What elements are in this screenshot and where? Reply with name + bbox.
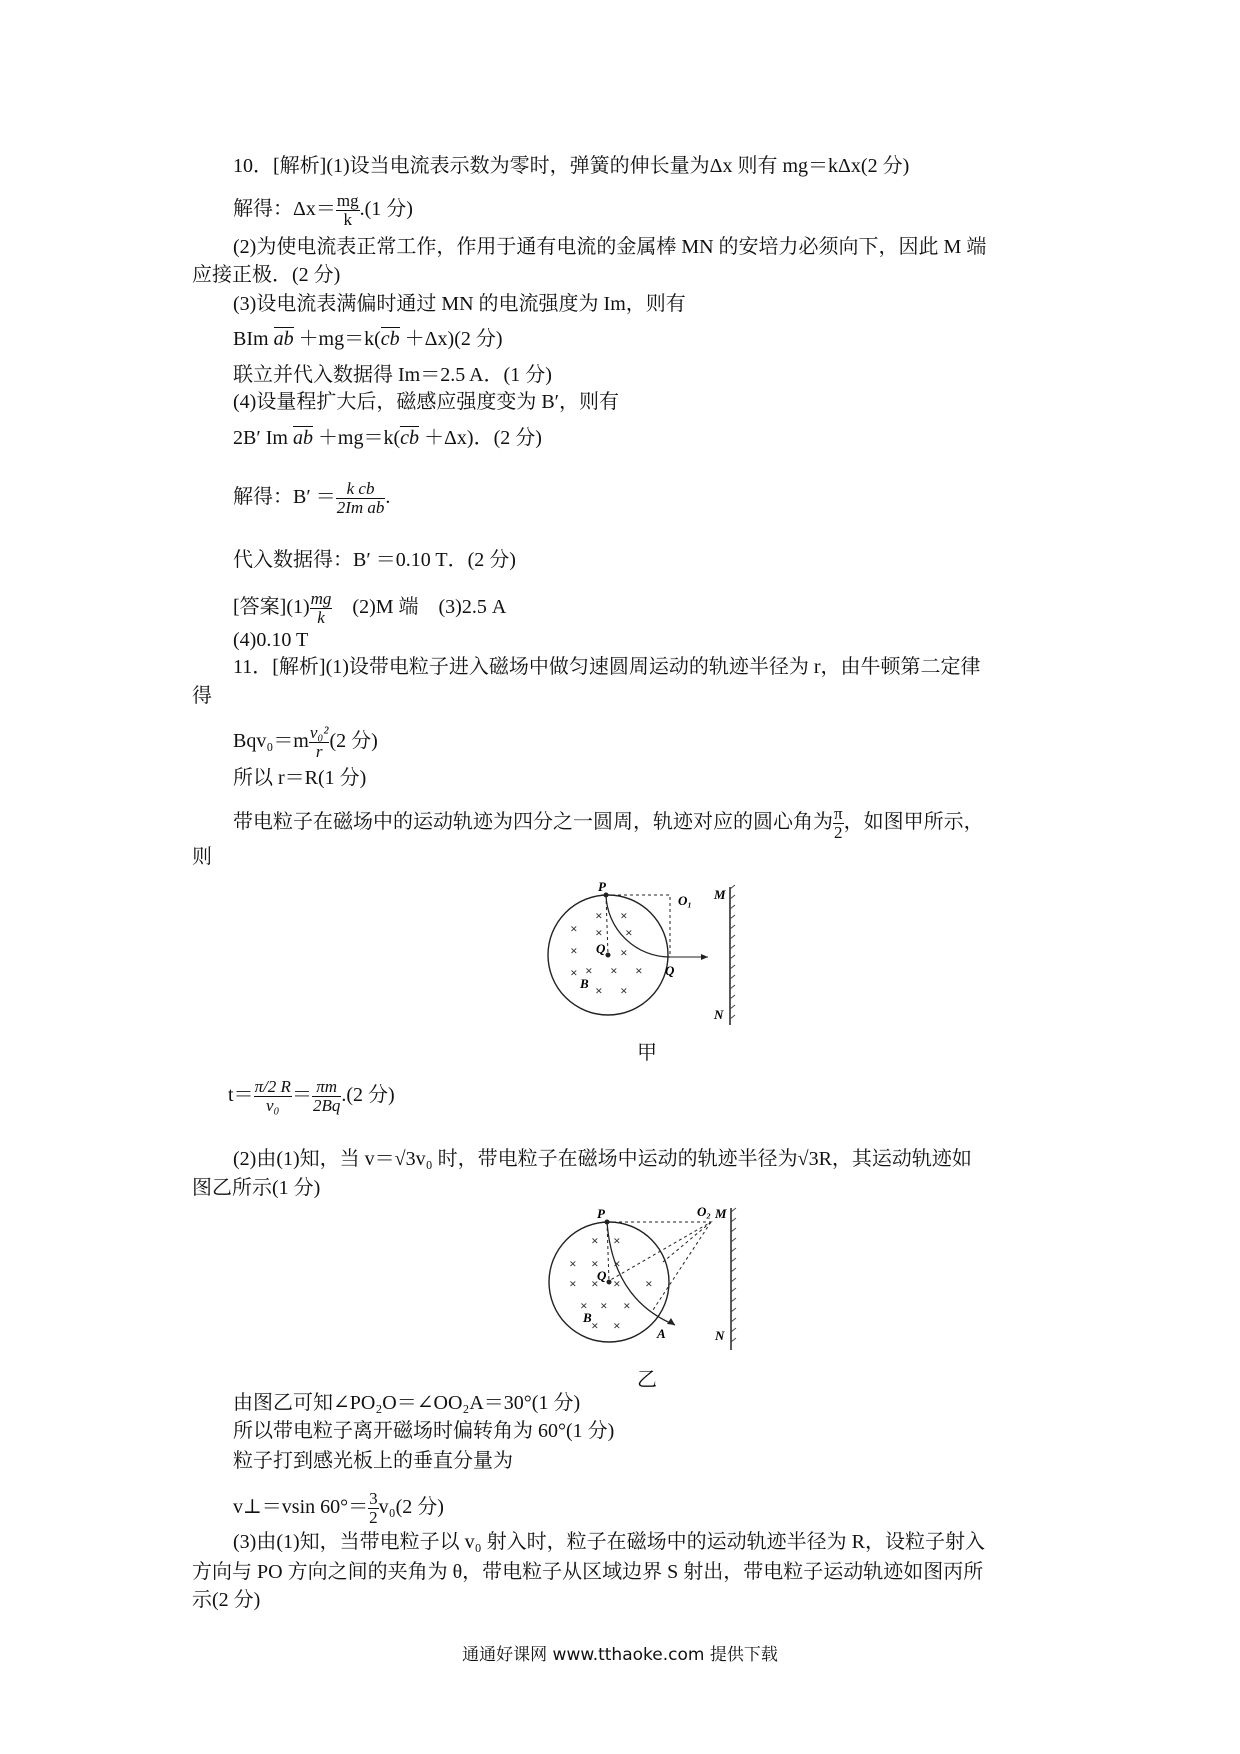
q11-equation: [233, 1490, 444, 1527]
q11-equation: [228, 1078, 395, 1115]
q11-line: 所以 r＝R(1 分): [233, 767, 367, 789]
svg-text:×: ×: [635, 963, 643, 978]
overline-cb: cb: [380, 328, 400, 350]
svg-text:×: ×: [569, 1276, 577, 1291]
text: Bqv₀＝m: [233, 730, 309, 753]
q10-line: 应接正极．(2 分): [192, 264, 341, 286]
denominator: 2: [369, 1508, 378, 1527]
svg-text:×: ×: [570, 965, 578, 980]
text: ＋Δx)．(2 分): [419, 427, 542, 449]
fraction: [254, 1078, 292, 1115]
svg-text:×: ×: [570, 921, 578, 936]
q11-line: 得: [192, 685, 212, 707]
svg-text:×: ×: [623, 1298, 631, 1313]
q11-line: 则: [192, 846, 212, 868]
fraction: [309, 724, 330, 761]
numerator: k cb: [336, 480, 386, 499]
label-M: M: [715, 1206, 727, 1221]
denominator: 2: [834, 823, 843, 842]
numerator: v₀²: [309, 723, 329, 742]
figure-caption: 甲: [637, 1042, 657, 1064]
text: .(2 分): [341, 1084, 395, 1107]
q10-line: (4)0.10 T: [233, 629, 309, 651]
denominator: r: [315, 742, 323, 761]
numerator: π/2 R: [254, 1077, 291, 1096]
q11-line: 示(2 分): [192, 1589, 261, 1611]
label-O2: O₂: [697, 1204, 711, 1219]
q10-line: (4)设量程扩大后，磁感应强度变为 B′，则有: [233, 391, 620, 413]
fraction: [312, 1078, 341, 1115]
overline-ab: ab: [273, 328, 294, 350]
text: ＋mg＝k(: [312, 427, 401, 449]
svg-text:×: ×: [595, 925, 603, 940]
text: ＝: [291, 1084, 312, 1107]
svg-text:×: ×: [591, 1276, 599, 1291]
text: [答案](1): [233, 596, 310, 619]
svg-text:×: ×: [620, 983, 628, 998]
fraction: [336, 480, 386, 517]
svg-text:×: ×: [591, 1318, 599, 1333]
text: 解得：Δx＝: [233, 198, 336, 221]
svg-text:×: ×: [585, 963, 593, 978]
svg-text:×: ×: [595, 908, 603, 923]
q10-line: [233, 192, 413, 229]
svg-text:×: ×: [613, 1318, 621, 1333]
label-B: B: [580, 976, 589, 991]
text: t＝: [228, 1084, 254, 1107]
label-N: N: [714, 1007, 724, 1022]
label-A: A: [657, 1326, 666, 1341]
text: ，如图甲所示，: [843, 811, 984, 834]
q10-line: (2)为使电流表正常工作，作用于通有电流的金属棒 MN 的安培力必须向下，因此 M 端: [233, 236, 987, 258]
denominator: v₀: [266, 1096, 280, 1115]
q10-equation: [233, 426, 542, 450]
fraction: [833, 805, 844, 842]
label-B: B: [583, 1310, 592, 1325]
text: .: [385, 486, 391, 509]
label-O1: O₁: [678, 893, 692, 908]
svg-text:×: ×: [600, 1298, 608, 1313]
svg-text:×: ×: [625, 925, 633, 940]
label-M: M: [714, 887, 726, 902]
svg-text:×: ×: [591, 1233, 599, 1248]
text: 解得：B′ ＝: [233, 486, 336, 509]
text: .(1 分): [359, 198, 413, 221]
label-P: P: [597, 1206, 605, 1221]
denominator: 2Bq: [312, 1096, 341, 1115]
text: ＋mg＝k(: [293, 328, 381, 350]
q11-line: [233, 805, 984, 842]
label-Q-center: Q: [596, 941, 606, 956]
fraction: [310, 590, 333, 627]
text: ＋Δx)(2 分): [399, 328, 503, 350]
figure-jia: [530, 875, 770, 1035]
q11-equation: [233, 724, 378, 761]
svg-text:×: ×: [595, 983, 603, 998]
label-P: P: [598, 879, 606, 894]
label-Q: Q: [597, 1268, 607, 1283]
q11-line: 图乙所示(1 分): [192, 1177, 321, 1199]
fraction: [368, 1490, 379, 1527]
q10-line: 联立并代入数据得 Im＝2.5 A．(1 分): [233, 364, 552, 386]
label-N: N: [715, 1328, 725, 1343]
q10-line: (3)设电流表满偏时通过 MN 的电流强度为 Im，则有: [233, 293, 686, 315]
denominator: 2Im ab: [336, 498, 385, 517]
numerator: mg: [336, 191, 359, 210]
svg-text:×: ×: [613, 1276, 621, 1291]
denominator: k: [343, 210, 352, 229]
figure-yi: [535, 1200, 775, 1360]
q10-line: [233, 480, 390, 517]
q10-line: 10．[解析](1)设当电流表示数为零时，弹簧的伸长量为Δx 则有 mg＝kΔx(2 分): [233, 155, 910, 177]
q11-line: 11．[解析](1)设带电粒子进入磁场中做匀速圆周运动的轨迹半径为 r，由牛顿第二定律: [233, 656, 981, 678]
fraction: [336, 192, 360, 229]
overline-ab: ab: [292, 427, 313, 449]
q10-equation: [233, 327, 503, 351]
text: 带电粒子在磁场中的运动轨迹为四分之一圆周，轨迹对应的圆心角为: [233, 811, 833, 834]
numerator: πm: [312, 1078, 341, 1097]
numerator: mg: [310, 589, 332, 608]
text: v₀(2 分): [378, 1496, 444, 1519]
svg-text:×: ×: [580, 1298, 588, 1313]
label-Q: Q: [665, 963, 675, 978]
q11-line: (3)由(1)知，当带电粒子以 v₀ 射入时，粒子在磁场中的运动轨迹半径为 R，设粒子射入: [233, 1531, 985, 1553]
footer-source: 通通好课网 www.tthaoke.com 提供下载: [462, 1645, 778, 1665]
svg-text:×: ×: [620, 908, 628, 923]
svg-text:×: ×: [570, 943, 578, 958]
svg-text:×: ×: [613, 1256, 621, 1271]
denominator: k: [317, 608, 325, 627]
svg-text:×: ×: [591, 1256, 599, 1271]
q11-line: 由图乙可知∠PO₂O＝∠OO₂A＝30°(1 分): [233, 1392, 581, 1414]
svg-text:×: ×: [645, 1276, 653, 1291]
numerator: 3: [369, 1489, 378, 1508]
figure-caption: 乙: [637, 1369, 657, 1391]
q10-line: 代入数据得：B′ ＝0.10 T．(2 分): [233, 549, 516, 571]
numerator: π: [834, 804, 843, 823]
svg-text:×: ×: [569, 1256, 577, 1271]
q10-answer: [233, 590, 506, 627]
overline-cb: cb: [400, 427, 420, 449]
text: 2B′ Im: [233, 427, 293, 449]
q11-line: (2)由(1)知，当 v＝√3v₀ 时，带电粒子在磁场中运动的轨迹半径为√3R，其运动轨迹如: [233, 1148, 972, 1170]
text: (2)M 端 (3)2.5 A: [332, 596, 507, 619]
svg-text:×: ×: [610, 963, 618, 978]
text: (2 分): [329, 730, 378, 753]
svg-text:×: ×: [613, 1233, 621, 1248]
q11-line: 粒子打到感光板上的垂直分量为: [233, 1450, 513, 1472]
text: v⊥＝vsin 60°＝: [233, 1496, 369, 1519]
q11-line: 所以带电粒子离开磁场时偏转角为 60°(1 分): [233, 1420, 615, 1442]
text: BIm: [233, 328, 274, 350]
svg-text:×: ×: [620, 945, 628, 960]
q11-line: 方向与 PO 方向之间的夹角为 θ，带电粒子从区域边界 S 射出，带电粒子运动轨迹如图丙所: [192, 1561, 984, 1583]
